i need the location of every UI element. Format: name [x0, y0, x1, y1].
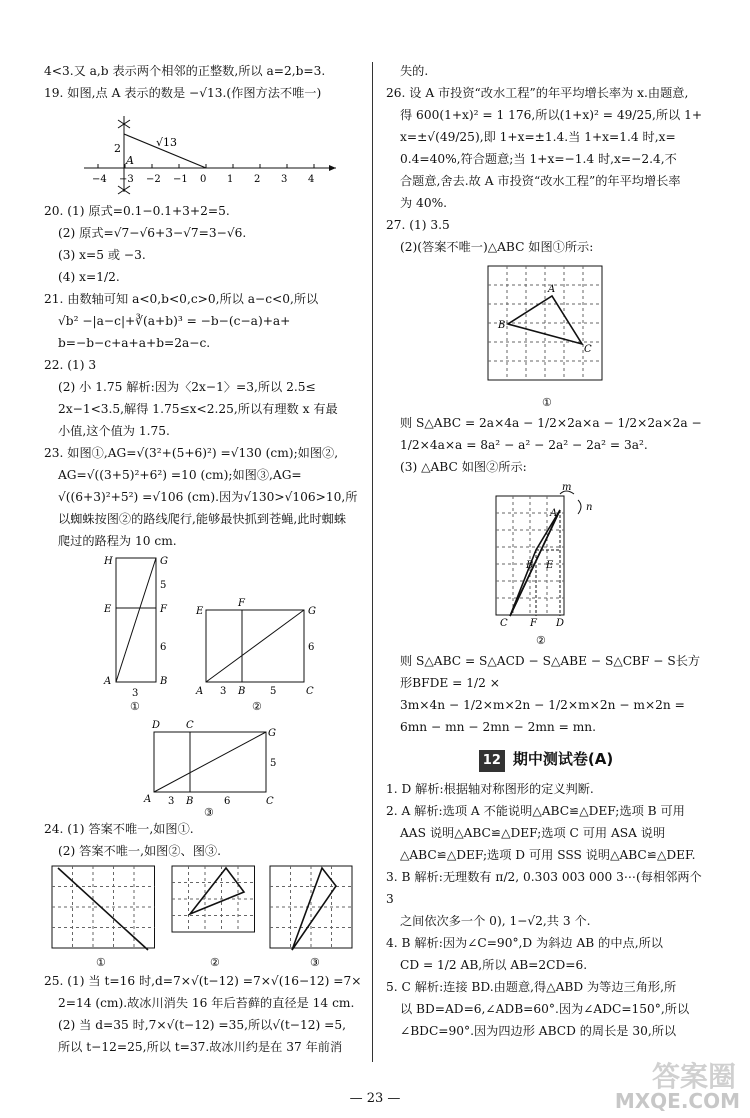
question-19: 19. 如图,点 A 表示的数是 −√13.(作图方法不唯一): [44, 86, 322, 100]
text-line: (2) 原式=√7−√6+3−√7=3−√6.: [58, 226, 247, 240]
svg-text:B: B: [160, 676, 168, 687]
text-line: 则 S△ABC = 2a×4a − 1/2×2a×a − 1/2×2a×2a −: [400, 416, 702, 430]
question-20: 20. (1) 原式=0.1−0.1+3+2=5.: [44, 204, 230, 218]
text-line: AG=√((3+5)²+6²) =10 (cm);如图③,AG=: [58, 468, 302, 482]
svg-text:①: ①: [542, 396, 552, 409]
svg-text:H: H: [104, 556, 113, 567]
svg-text:A: A: [196, 686, 204, 697]
svg-text:B: B: [526, 560, 534, 571]
svg-text:D: D: [556, 618, 565, 629]
svg-text:6: 6: [160, 642, 167, 653]
text-line: (2)(答案不唯一)△ABC 如图①所示:: [400, 240, 594, 254]
label-sqrt13: √13: [156, 136, 178, 149]
text-line: 6mn − mn − 2mn − 2mn = mn.: [400, 720, 597, 734]
tick-label: 0: [200, 174, 207, 185]
svg-text:①: ①: [130, 700, 140, 713]
svg-text:5: 5: [270, 758, 277, 769]
question-26: 26. 设 A 市投资“改水工程”的年平均增长率为 x.由题意,: [386, 86, 689, 100]
svg-text:E: E: [546, 560, 554, 571]
question-25: 25. (1) 当 t=16 时,d=7×√(t−12) =7×√(16−12) =7×: [44, 974, 362, 988]
svg-text:5: 5: [270, 686, 277, 697]
text-line: 以蜘蛛按图②的路线爬行,能够最快抓到苍蝇,此时蜘蛛: [58, 512, 347, 526]
grid-triangles-figure: [44, 864, 366, 968]
question-27: 27. (1) 3.5: [386, 218, 450, 232]
text-line: (4) x=1/2.: [58, 270, 120, 284]
section-title: 期中测试卷(A): [512, 750, 614, 768]
svg-text:B: B: [498, 320, 506, 331]
text-line: 失的.: [400, 64, 429, 78]
svg-text:n: n: [586, 502, 593, 513]
svg-text:C: C: [306, 686, 314, 697]
tick-label: 2: [254, 174, 261, 185]
text-line: CD = 1/2 AB,所以 AB=2CD=6.: [400, 958, 588, 972]
number-line-figure: [44, 106, 366, 198]
svg-text:C: C: [500, 618, 508, 629]
svg-text:F: F: [530, 618, 537, 629]
tick-label: −2: [146, 174, 161, 185]
text-line: 3m×4n − 1/2×m×2n − 1/2×m×2n − m×2n =: [400, 698, 685, 712]
text-line: 以 BD=AD=6,∠ADB=60°.因为∠ADC=150°,所以: [400, 1002, 690, 1016]
svg-text:E: E: [196, 606, 204, 617]
question-21: 21. 由数轴可知 a<0,b<0,c>0,所以 a−c<0,所以: [44, 292, 319, 306]
tick-label: 4: [308, 174, 315, 185]
text-line: (2) 小 1.75 解析:因为〈2x−1〉=3,所以 2.5≤: [58, 380, 316, 394]
section-number-badge: 12: [479, 750, 505, 772]
svg-text:5: 5: [160, 580, 167, 591]
text-line: √b² −|a−c|+∛(a+b)³ = −b−(c−a)+a+: [58, 314, 291, 328]
watermark-url: MXQE.COM: [614, 1089, 740, 1113]
text-line: 2x−1<3.5,解得 1.75≤x<2.25,所以有理数 x 有最: [58, 402, 338, 416]
svg-text:6: 6: [308, 642, 315, 653]
svg-text:C: C: [584, 344, 592, 355]
page-number: — 23 —: [349, 1091, 401, 1106]
grid-figure-2: [386, 480, 706, 648]
label-A: A: [126, 154, 134, 167]
svg-text:②: ②: [536, 634, 546, 647]
text-line: 2=14 (cm).故冰川消失 16 年后苔藓的直径是 14 cm.: [58, 996, 355, 1010]
answer-3: 3. B 解析:无理数有 π/2, 0.303 003 000 3⋯(每相邻两个 3: [386, 870, 702, 906]
svg-text:F: F: [238, 598, 245, 609]
text-line: 爬过的路程为 10 cm.: [58, 534, 177, 548]
text-line: 为 40%.: [400, 196, 448, 210]
svg-text:C: C: [186, 720, 194, 731]
left-column: [44, 60, 366, 1058]
tick-label: −4: [92, 174, 107, 185]
question-23: 23. 如图①,AG=√(3²+(5+6)²) =√130 (cm);如图②,: [44, 446, 339, 460]
column-divider: [372, 62, 373, 1062]
svg-text:G: G: [268, 728, 276, 739]
svg-text:③: ③: [204, 806, 214, 816]
grid-figure-1: [386, 260, 706, 410]
tick-label: −1: [173, 174, 188, 185]
answer-5: 5. C 解析:连接 BD.由题意,得△ABD 为等边三角形,所: [386, 980, 677, 994]
answer-2: 2. A 解析:选项 A 不能说明△ABC≌△DEF;选项 B 可用: [386, 804, 685, 818]
label-2: 2: [114, 142, 121, 155]
text-line: 得 600(1+x)² = 1 176,所以(1+x)² = 49/25,所以 1+: [400, 108, 703, 122]
text-line: △ABC≌△DEF;选项 D 可用 SSS 说明△ABC≌△DEF.: [400, 848, 696, 862]
question-22: 22. (1) 3: [44, 358, 97, 372]
svg-text:G: G: [160, 556, 168, 567]
svg-text:C: C: [266, 796, 274, 807]
cuboid-unfold-figure: [44, 554, 366, 816]
svg-text:②: ②: [210, 956, 220, 968]
tick-label: −3: [119, 174, 134, 185]
text-line: 所以 t−12=25,所以 t=37.故冰川约是在 37 年前消: [58, 1040, 343, 1054]
section-heading: [386, 748, 706, 772]
text-line: x=±√(49/25),即 1+x=±1.4.当 1+x=1.4 时,x=: [400, 130, 676, 144]
svg-text:E: E: [104, 604, 112, 615]
svg-text:3: 3: [220, 686, 227, 697]
right-column: [386, 60, 706, 1042]
watermark-logo: 答案圈: [651, 1060, 736, 1093]
text-line: AAS 说明△ABC≌△DEF;选项 C 可用 ASA 说明: [400, 826, 666, 840]
question-24: 24. (1) 答案不唯一,如图①.: [44, 822, 194, 836]
svg-text:m: m: [562, 482, 572, 493]
svg-text:F: F: [160, 604, 167, 615]
text-line: √((6+3)²+5²) =√106 (cm).因为√130>√106>10,所: [58, 490, 358, 504]
answer-1: 1. D 解析:根据轴对称图形的定义判断.: [386, 782, 594, 796]
text-line: (2) 答案不唯一,如图②、图③.: [58, 844, 221, 858]
text-line: 则 S△ABC = S△ACD − S△ABE − S△CBF − S长方形BFDE = 1/2 ×: [400, 654, 701, 690]
svg-text:3: 3: [168, 796, 175, 807]
text-line: 4<3.又 a,b 表示两个相邻的正整数,所以 a=2,b=3.: [44, 64, 326, 78]
text-line: 小值,这个值为 1.75.: [58, 424, 170, 438]
text-line: 合题意,舍去.故 A 市投资“改水工程”的年平均增长率: [400, 174, 681, 188]
text-line: ∠BDC=90°.因为四边形 ABCD 的周长是 30,所以: [400, 1024, 677, 1038]
text-line: (3) △ABC 如图②所示:: [400, 460, 527, 474]
svg-text:3: 3: [132, 688, 139, 699]
tick-label: 1: [227, 174, 234, 185]
svg-text:A: A: [144, 794, 152, 805]
svg-text:①: ①: [96, 956, 106, 968]
svg-text:②: ②: [252, 700, 262, 713]
svg-text:G: G: [308, 606, 316, 617]
tick-label: 3: [281, 174, 288, 185]
svg-text:B: B: [186, 796, 194, 807]
svg-text:D: D: [152, 720, 161, 731]
text-line: 0.4=40%,符合题意;当 1+x=−1.4 时,x=−2.4,不: [400, 152, 677, 166]
svg-text:B: B: [238, 686, 246, 697]
text-line: 之间依次多一个 0), 1−√2,共 3 个.: [400, 914, 591, 928]
svg-text:A: A: [550, 508, 558, 519]
text-line: (3) x=5 或 −3.: [58, 248, 146, 262]
text-line: b=−b−c+a+a+b=2a−c.: [58, 336, 211, 350]
svg-text:A: A: [104, 676, 112, 687]
answer-4: 4. B 解析:因为∠C=90°,D 为斜边 AB 的中点,所以: [386, 936, 663, 950]
svg-text:6: 6: [224, 796, 231, 807]
svg-text:A: A: [548, 284, 556, 295]
text-line: 1/2×4a×a = 8a² − a² − 2a² − 2a² = 3a².: [400, 438, 648, 452]
svg-text:③: ③: [310, 956, 320, 968]
text-line: (2) 当 d=35 时,7×√(t−12) =35,所以√(t−12) =5,: [58, 1018, 346, 1032]
